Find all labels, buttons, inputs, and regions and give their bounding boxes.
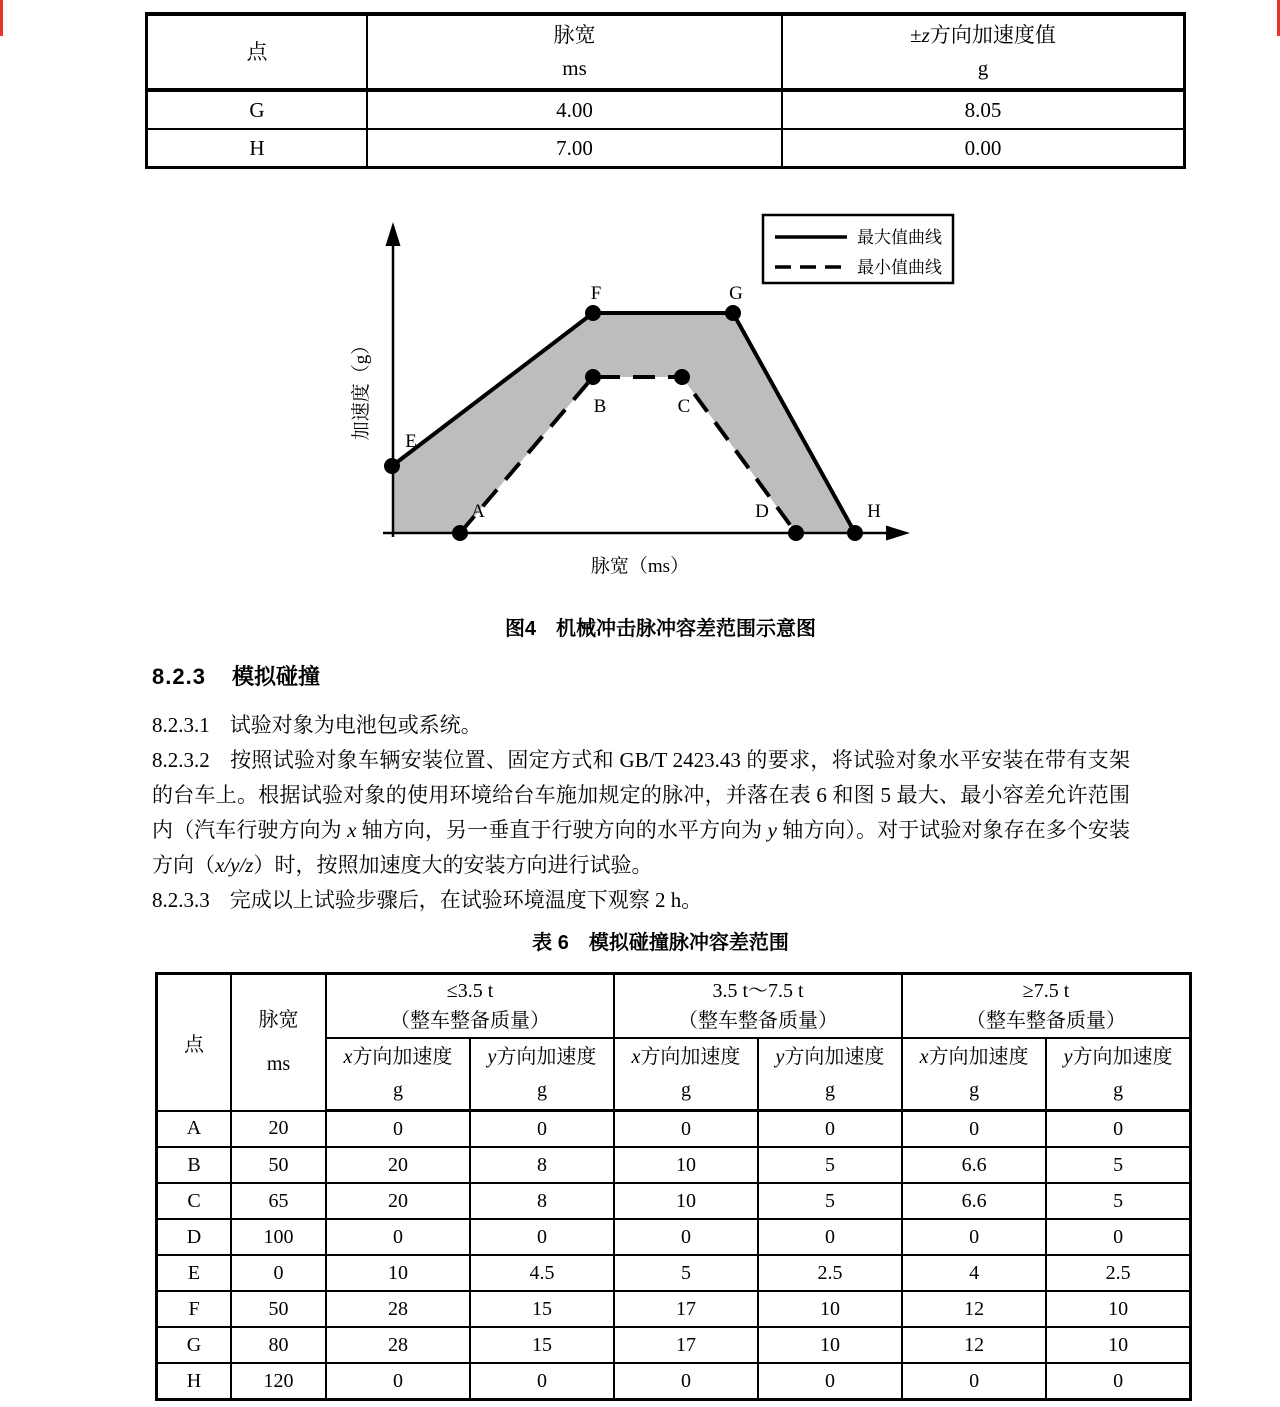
cell: 4	[902, 1255, 1046, 1291]
cell: E	[157, 1255, 232, 1291]
cell: 0	[758, 1219, 902, 1255]
cell: 0	[902, 1219, 1046, 1255]
cell: 80	[231, 1327, 326, 1363]
clause-number: 8.2.3.1	[152, 713, 210, 737]
legend-min-label: 最小值曲线	[857, 258, 942, 277]
clause-text: 轴方向）。对于试验对象存在多个安装方向（	[152, 818, 1131, 877]
cell: 0	[231, 1255, 326, 1291]
shock-pulse-table	[145, 12, 1186, 169]
clause-text: 完成以上试验步骤后，在试验环境温度下观察 2 h。	[229, 888, 703, 912]
clause-number: 8.2.3.3	[152, 888, 210, 912]
col-point: 点	[157, 974, 232, 1111]
point-dot-A	[452, 525, 468, 541]
cell: 0	[470, 1363, 614, 1400]
cell: G	[147, 90, 368, 129]
cell: 10	[614, 1183, 758, 1219]
cell: D	[157, 1219, 232, 1255]
cell: 0	[1046, 1111, 1190, 1148]
point-label-C: C	[677, 396, 691, 417]
tolerance-chart	[330, 205, 980, 595]
y-axis-label: 加速度（g）	[351, 335, 372, 441]
point-dot-E	[384, 458, 400, 474]
chart-legend	[763, 215, 953, 283]
cell: 65	[231, 1183, 326, 1219]
cell: 10	[1046, 1291, 1190, 1327]
cell: 0	[614, 1219, 758, 1255]
point-dot-C	[674, 369, 690, 385]
col-pulse-label: 脉宽	[553, 23, 596, 47]
subcol-y-accel-2: y方向加速度 g	[758, 1038, 902, 1111]
table-row	[157, 1327, 1191, 1363]
clause-number: 8.2.3.2	[152, 748, 210, 772]
cell: 10	[326, 1255, 470, 1291]
cell: 0	[614, 1363, 758, 1400]
cell: C	[157, 1183, 232, 1219]
x-axis-arrow-icon	[886, 526, 910, 541]
subcol-x-accel-3: x方向加速度 g	[902, 1038, 1046, 1111]
cell: 0	[614, 1111, 758, 1148]
point-label-A: A	[471, 501, 485, 522]
paragraph-8-2-3-1	[152, 708, 1130, 743]
cell: 8	[470, 1147, 614, 1183]
cell: 0	[326, 1363, 470, 1400]
table-row	[157, 1183, 1191, 1219]
section-number: 8.2.3	[152, 664, 206, 689]
cell: 0	[902, 1111, 1046, 1148]
cell: 10	[614, 1147, 758, 1183]
var-y: y	[767, 818, 777, 842]
table-row	[147, 129, 1185, 168]
cell: 20	[231, 1111, 326, 1148]
simulated-collision-table-body	[157, 1111, 1191, 1400]
cell: 10	[758, 1327, 902, 1363]
table-row	[157, 1111, 1191, 1148]
cell: 0	[470, 1219, 614, 1255]
cell: 6.6	[902, 1183, 1046, 1219]
point-dot-F	[585, 305, 601, 321]
table-row	[147, 90, 1185, 129]
section-heading	[152, 660, 320, 691]
cell: 5	[1046, 1147, 1190, 1183]
cell: 7.00	[367, 129, 782, 168]
cell: 8	[470, 1183, 614, 1219]
cell: 15	[470, 1327, 614, 1363]
cell: 4.00	[367, 90, 782, 129]
figure-caption: 图4 机械冲击脉冲容差范围示意图	[504, 618, 817, 640]
cell: 17	[614, 1327, 758, 1363]
col-point-label: 点	[246, 39, 268, 64]
point-label-D: D	[755, 501, 769, 522]
subcol-y-accel-3: y方向加速度 g	[1046, 1038, 1190, 1111]
cell: 20	[326, 1183, 470, 1219]
cell: 10	[1046, 1327, 1190, 1363]
clause-text: 按照试验对象车辆安装位置、固定方式和 GB/T 2423.43 的要求，将试验对象水平安装在带有支架的台车上。根据试验对象的使用环境给台车施加规定的脉冲，并落在表 6 和图 5 最大、最小容差允许范围内（汽车行驶方向为	[152, 748, 1130, 842]
table-row	[157, 1219, 1191, 1255]
subcol-x-accel-1: x方向加速度 g	[326, 1038, 470, 1111]
shock-pulse-table-body	[147, 90, 1185, 168]
cell: 17	[614, 1291, 758, 1327]
col-pulse-unit: ms	[562, 56, 587, 80]
point-label-H: H	[867, 501, 881, 522]
cell: A	[157, 1111, 232, 1148]
point-dot-D	[788, 525, 804, 541]
cell: G	[157, 1327, 232, 1363]
section-body	[152, 708, 1130, 918]
table-row	[157, 1147, 1191, 1183]
cell: 5	[614, 1255, 758, 1291]
cell: 15	[470, 1291, 614, 1327]
paragraph-8-2-3-3	[152, 883, 1130, 918]
cell: 2.5	[758, 1255, 902, 1291]
cell: 12	[902, 1327, 1046, 1363]
table-row	[157, 1291, 1191, 1327]
cell: 0	[326, 1111, 470, 1148]
cell: B	[157, 1147, 232, 1183]
cell: F	[157, 1291, 232, 1327]
point-dot-B	[585, 369, 601, 385]
col-z-accel-label: ±z方向加速度值	[910, 23, 1056, 47]
legend-max-label: 最大值曲线	[857, 228, 942, 247]
cell: 0	[902, 1363, 1046, 1400]
clause-text: ）时，按照加速度大的安装方向进行试验。	[253, 853, 653, 877]
clause-text: 试验对象为电池包或系统。	[229, 713, 482, 737]
cell: 12	[902, 1291, 1046, 1327]
cell: 50	[231, 1147, 326, 1183]
group-under-3-5t: ≤3.5 t （整车整备质量）	[326, 974, 614, 1039]
cell: 0	[470, 1111, 614, 1148]
page-edge-mark-left	[0, 0, 3, 36]
table-header-row-groups	[157, 974, 1191, 1039]
col-point	[147, 14, 368, 90]
cell: 10	[758, 1291, 902, 1327]
cell: 50	[231, 1291, 326, 1327]
group-over-7-5t: ≥7.5 t （整车整备质量）	[902, 974, 1191, 1039]
cell: 0	[758, 1363, 902, 1400]
cell: 100	[231, 1219, 326, 1255]
cell: 20	[326, 1147, 470, 1183]
cell: 28	[326, 1327, 470, 1363]
point-dot-H	[847, 525, 863, 541]
cell: 5	[758, 1147, 902, 1183]
clause-text: 轴方向，另一垂直于行驶方向的水平方向为	[356, 818, 768, 842]
cell: 5	[758, 1183, 902, 1219]
paragraph-8-2-3-2	[152, 743, 1130, 883]
cell: 6.6	[902, 1147, 1046, 1183]
table-header-row	[147, 14, 1185, 90]
var-xyz: x/y/z	[215, 853, 254, 877]
cell: H	[157, 1363, 232, 1400]
cell: 0	[758, 1111, 902, 1148]
cell: 2.5	[1046, 1255, 1190, 1291]
cell: 5	[1046, 1183, 1190, 1219]
cell: 0.00	[782, 129, 1185, 168]
table-row	[157, 1363, 1191, 1400]
point-label-B: B	[593, 396, 607, 417]
group-3-5-to-7-5t: 3.5 t～7.5 t （整车整备质量）	[614, 974, 902, 1039]
col-pulse-width: 脉宽 ms	[231, 974, 326, 1111]
shaded-region	[392, 313, 855, 533]
col-z-accel-unit: g	[977, 56, 989, 80]
col-pulse-width	[367, 14, 782, 90]
section-title: 模拟碰撞	[231, 664, 320, 689]
cell: 8.05	[782, 90, 1185, 129]
point-label-G: G	[729, 283, 743, 304]
col-z-accel	[782, 14, 1185, 90]
subcol-x-accel-2: x方向加速度 g	[614, 1038, 758, 1111]
y-axis-arrow-icon	[386, 222, 401, 246]
simulated-collision-table	[155, 972, 1192, 1401]
point-dot-G	[725, 305, 741, 321]
point-label-E: E	[405, 431, 417, 452]
cell: 0	[1046, 1363, 1190, 1400]
x-axis-label: 脉宽（ms）	[590, 556, 690, 577]
table-row	[157, 1255, 1191, 1291]
cell: 120	[231, 1363, 326, 1400]
subcol-y-accel-1: y方向加速度 g	[470, 1038, 614, 1111]
cell: 4.5	[470, 1255, 614, 1291]
var-x: x	[347, 818, 357, 842]
cell: 0	[326, 1219, 470, 1255]
cell: H	[147, 129, 368, 168]
cell: 0	[1046, 1219, 1190, 1255]
table6-caption: 表 6 模拟碰撞脉冲容差范围	[532, 932, 789, 954]
cell: 28	[326, 1291, 470, 1327]
point-label-F: F	[590, 283, 602, 304]
